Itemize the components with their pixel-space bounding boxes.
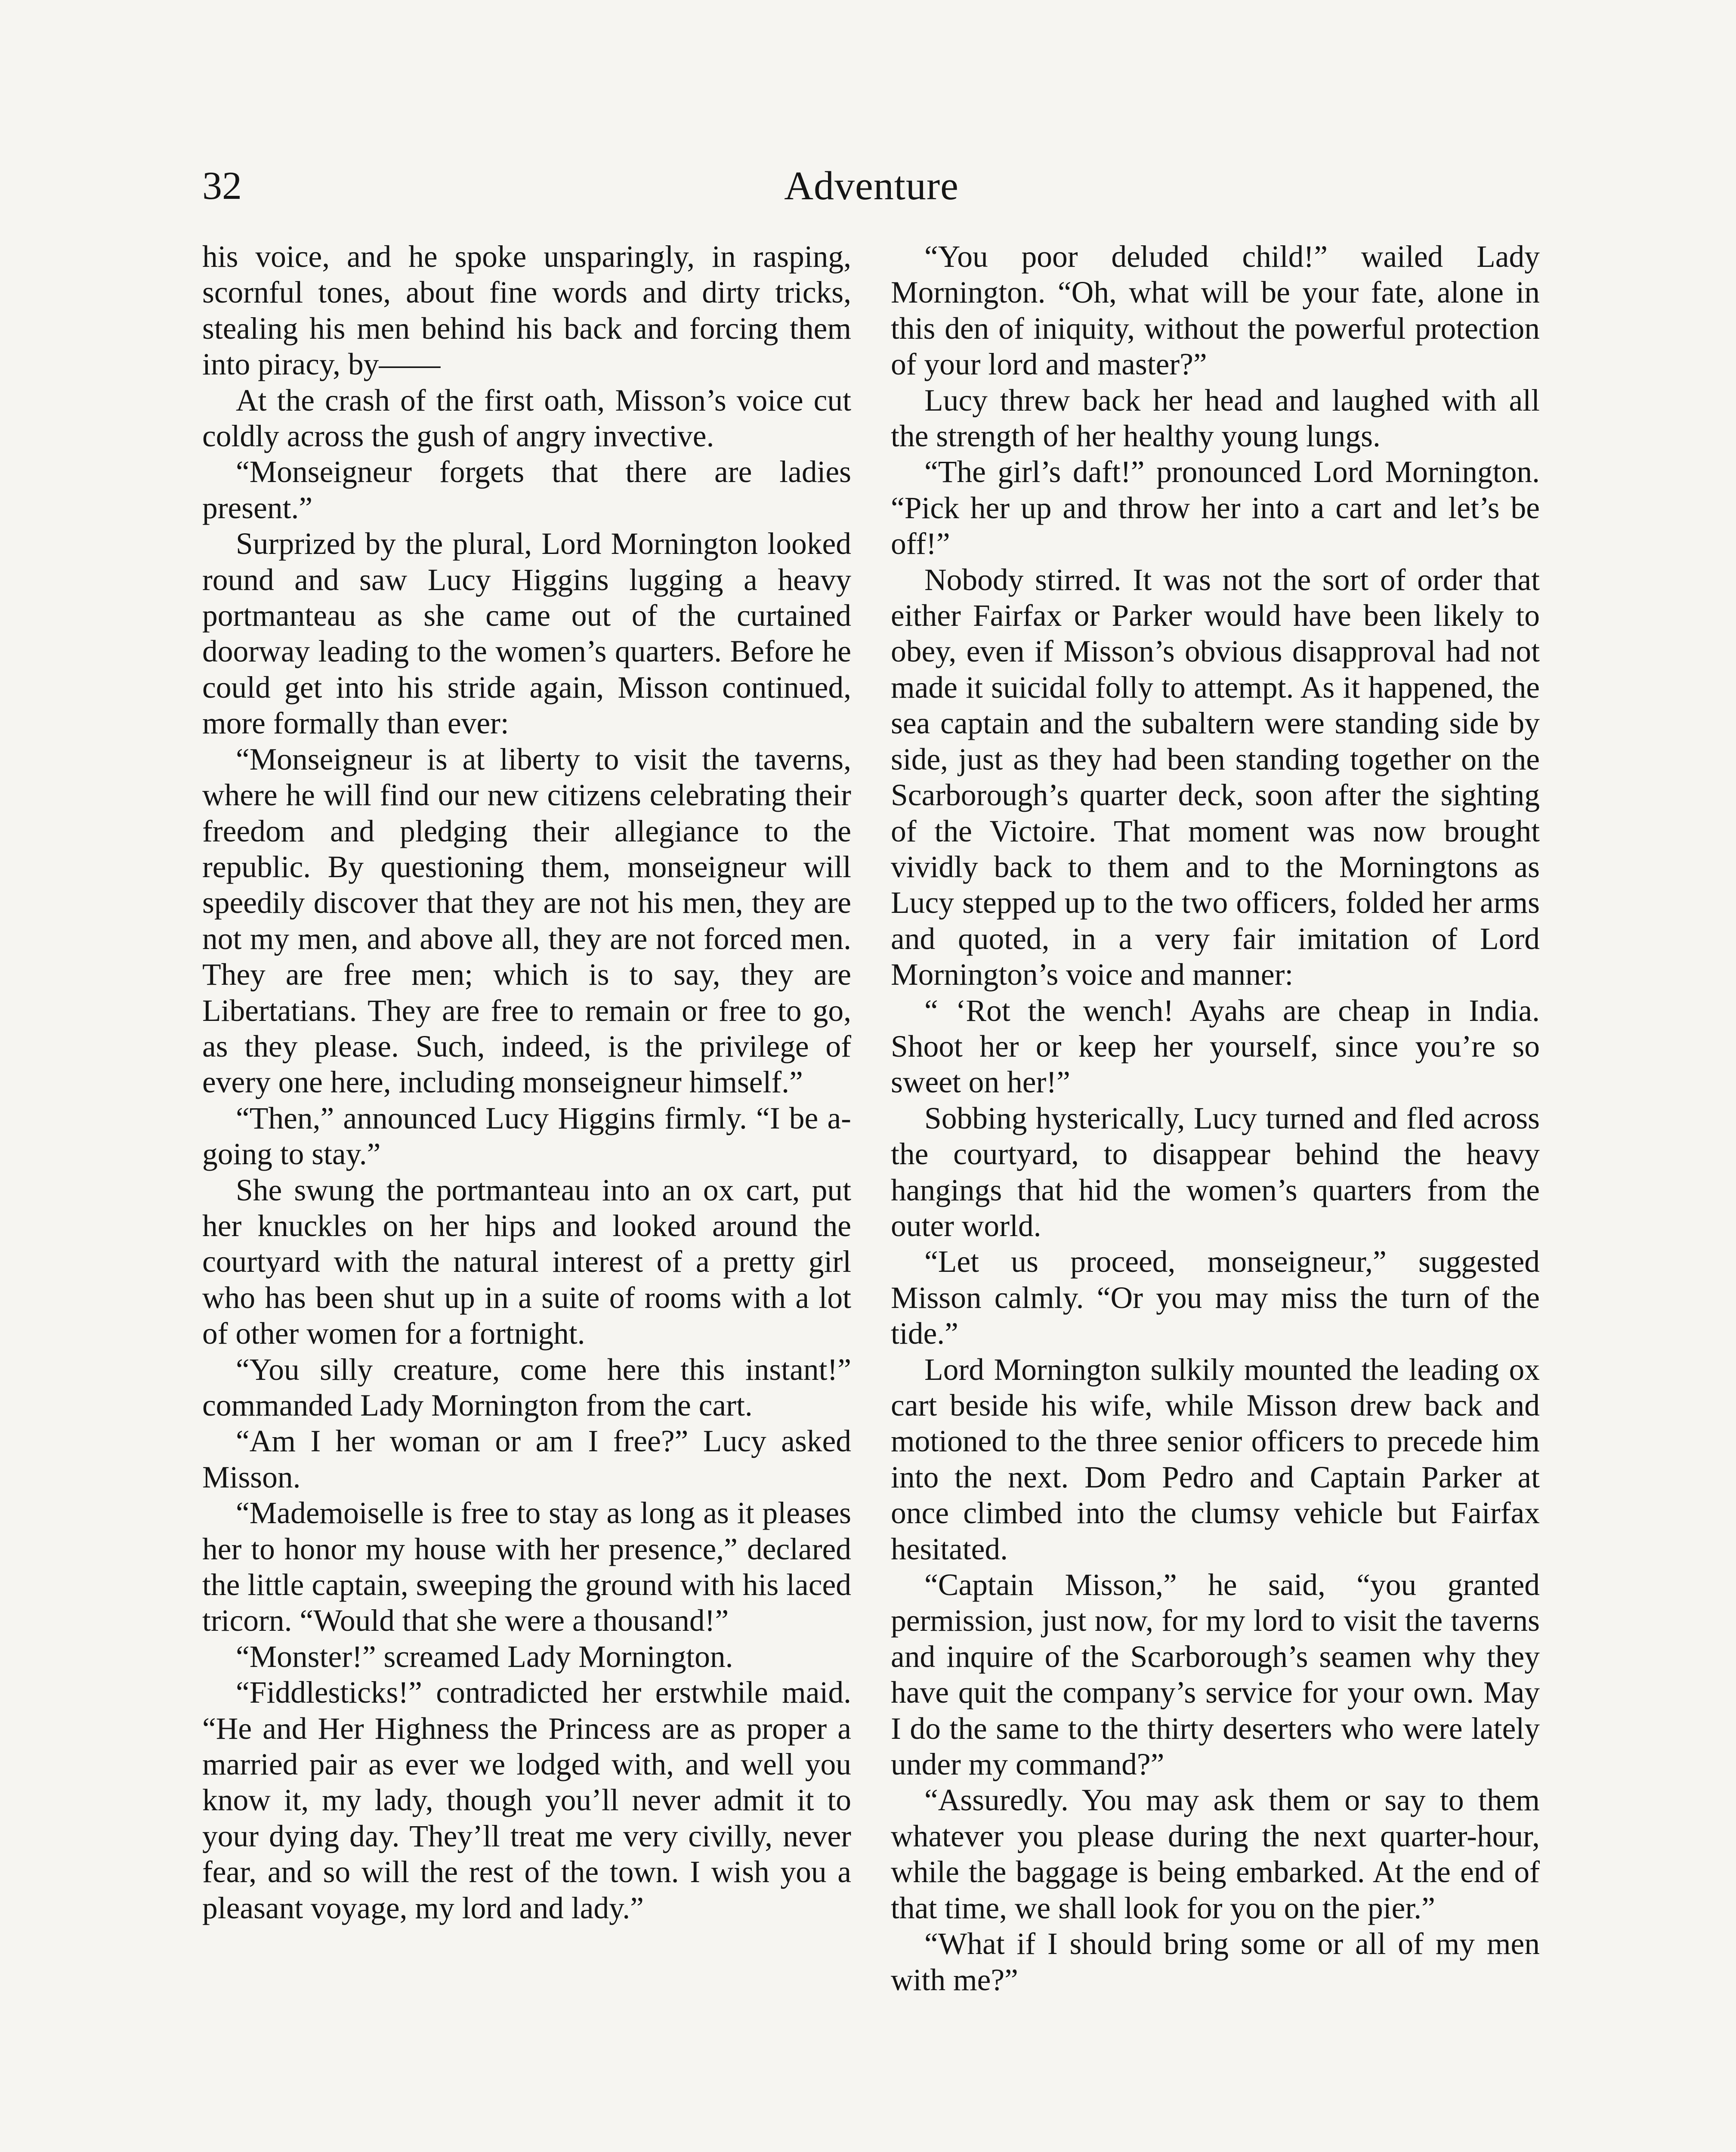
paragraph: “Fiddlesticks!” contradicted her erstwhile maid. “He and Her Highness the Princess are as proper a married pair as ever we lodged with, and well you know it, my lady, though you’ll never admit it to your dying day. They’ll treat me very civilly, never fear, and so will the rest of the town. I wish you a pleasant voyage, my lord and lady.” xyxy=(202,1676,851,1925)
page-header xyxy=(202,163,1541,219)
paragraph: “Then,” announced Lucy Higgins firmly. “I be a-going to stay.” xyxy=(202,1101,851,1172)
paragraph: “Let us proceed, monseigneur,” suggested Misson calmly. “Or you may miss the turn of the tide.” xyxy=(891,1245,1540,1351)
paragraph: Sobbing hysterically, Lucy turned and fled across the courtyard, to disappear behind the heavy hangings that hid the women’s quarters from the outer world. xyxy=(891,1101,1540,1243)
paragraph: “Mademoiselle is free to stay as long as it pleases her to honor my house with her presence,” declared the little captain, sweeping the ground with his laced tricorn. “Would that she were a thousand!” xyxy=(202,1496,851,1638)
left-column xyxy=(202,239,851,1926)
paragraph: “Assuredly. You may ask them or say to them whatever you please during the next quarter-hour, while the baggage is being embarked. At the end of that time, we shall look for you on the pier.” xyxy=(891,1783,1540,1925)
page-number: 32 xyxy=(202,164,242,207)
paragraph: She swung the portmanteau into an ox cart, put her knuckles on her hips and looked around the courtyard with the natural interest of a pretty girl who has been shut up in a suite of rooms with a lot of other women for a fortnight. xyxy=(202,1173,851,1351)
paragraph: his voice, and he spoke unsparingly, in rasping, scornful tones, about fine words and dirty tricks, stealing his men behind his back and forcing them into piracy, by—— xyxy=(202,240,851,382)
paragraph: “Am I her woman or am I free?” Lucy asked Misson. xyxy=(202,1424,851,1494)
paragraph: “What if I should bring some or all of my men with me?” xyxy=(891,1927,1540,1997)
running-title: Adventure xyxy=(784,164,959,208)
paragraph: “Monseigneur is at liberty to visit the taverns, where he will find our new citizens celebrating their freedom and pledging their allegiance to the republic. By questioning them, monseigneur will speedily discover that they are not his men, they are not my men, and above all, they are not forced men. They are free men; which is to say, they are Libertatians. They are free to remain or free to go, as they please. Such, indeed, is the privilege of every one here, including monseigneur himself.” xyxy=(202,742,851,1100)
paragraph: “You silly creature, come here this instant!” commanded Lady Mornington from the cart. xyxy=(202,1352,851,1422)
right-column xyxy=(891,239,1540,1998)
paragraph: “Monseigneur forgets that there are ladies present.” xyxy=(202,455,851,525)
paragraph: Lucy threw back her head and laughed with all the strength of her healthy young lungs. xyxy=(891,383,1540,454)
paragraph: “Captain Misson,” he said, “you granted permission, just now, for my lord to visit the taverns and inquire of the Scarborough’s seamen why they have quit the company’s service for your own. May I do the same to the thirty deserters who were lately under my command?” xyxy=(891,1568,1540,1782)
paragraph: “The girl’s daft!” pronounced Lord Mornington. “Pick her up and throw her into a cart and let’s be off!” xyxy=(891,455,1540,561)
paragraph: Nobody stirred. It was not the sort of order that either Fairfax or Parker would have been likely to obey, even if Misson’s obvious disapproval had not made it suicidal folly to attempt. As it happened, the sea captain and the subaltern were standing side by side, just as they had been standing together on the Scarborough’s quarter deck, soon after the sighting of the Victoire. That moment was now brought vividly back to them and to the Morningtons as Lucy stepped up to the two officers, folded her arms and quoted, in a very fair imitation of Lord Mornington’s voice and manner: xyxy=(891,563,1540,992)
paragraph: At the crash of the first oath, Misson’s voice cut coldly across the gush of angry invective. xyxy=(202,383,851,454)
paragraph: Surprized by the plural, Lord Mornington looked round and saw Lucy Higgins lugging a heavy portmanteau as she came out of the curtained doorway leading to the women’s quarters. Before he could get into his stride again, Misson continued, more formally than ever: xyxy=(202,527,851,741)
paragraph: “Monster!” screamed Lady Mornington. xyxy=(236,1639,733,1674)
paragraph: “ ‘Rot the wench! Ayahs are cheap in India. Shoot her or keep her yourself, since you’re so sweet on her!” xyxy=(891,993,1540,1100)
paragraph: Lord Mornington sulkily mounted the leading ox cart beside his wife, while Misson drew back and motioned to the three senior officers to precede him into the next. Dom Pedro and Captain Parker at once climbed into the clumsy vehicle but Fairfax hesitated. xyxy=(891,1352,1540,1566)
paragraph: “You poor deluded child!” wailed Lady Mornington. “Oh, what will be your fate, alone in this den of iniquity, without the powerful protection of your lord and master?” xyxy=(891,240,1540,382)
